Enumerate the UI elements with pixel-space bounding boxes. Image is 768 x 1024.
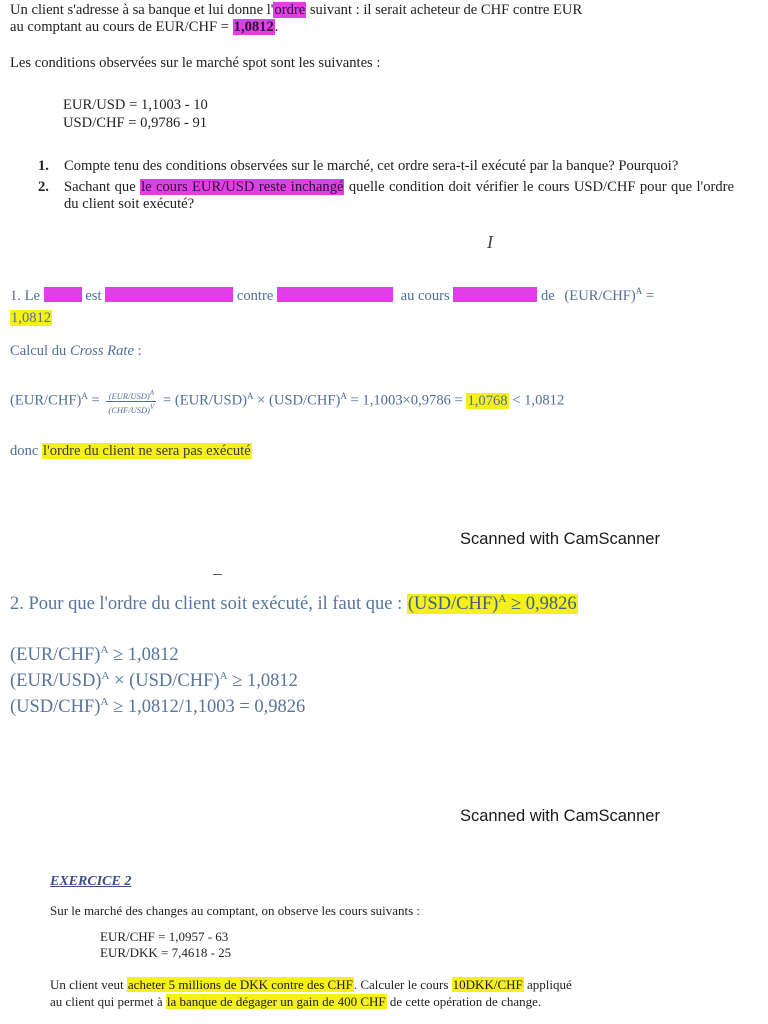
camscanner-watermark: Scanned with CamScanner xyxy=(460,530,660,548)
question-intro xyxy=(10,2,762,36)
exercise-2-title: EXERCICE 2 xyxy=(50,874,132,889)
cross-rate-formula: $(EUR/CHF)^A$ = $\frac{(EUR/USD)^A}{(CHF/USD)^V}$ = $(EUR/USD)^A \times (USD/CHF)^A = 1,1003\times 0,9786 = 1,0768 < 1,0812$ xyxy=(10,389,565,415)
question-list xyxy=(38,158,734,213)
rate-eur-usd: EUR/USD = 1,1003 - 10 xyxy=(63,97,208,113)
highlight-blank xyxy=(453,287,537,302)
conditions-text: Les conditions observées sur le marché spot sont les suivantes : xyxy=(10,55,381,71)
question-item-2: 2. Sachant que le cours EUR/USD reste inchangé quelle condition doit vérifier le cours USD/CHF pour que l'ordre du client soit exécuté? xyxy=(38,179,734,212)
question-number: 2. xyxy=(38,179,49,195)
answer-1-statement: 1. Le est contre au cours de $(EUR/CHF)^A$ = 1,0812 xyxy=(10,286,655,326)
exercise-2-question: Un client veut acheter 5 millions de DKK contre des CHF. Calculer le cours 10DKK/CHF appliqué au client qui permet à la banque de dégager un gain de 400 CHF de cette opération de change. xyxy=(50,977,572,1009)
cross-rate-title: Calcul du Cross Rate : xyxy=(10,343,142,359)
answer-2-statement: 2. Pour que l'ordre du client soit exécuté, il faut que : $(USD/CHF)^A \ge 0,9826$ xyxy=(10,593,577,615)
derivation-line-3: $(USD/CHF)^A \ge 1,0812/1,1003 = 0,9826$ xyxy=(10,696,306,718)
text-cursor-icon: I xyxy=(487,232,493,252)
highlight-gain: la banque de dégager un gain de 400 CHF xyxy=(166,994,386,1009)
exercise-2-intro: Sur le marché des changes au comptant, on observe les cours suivants : xyxy=(50,903,421,918)
derivation-line-1: $(EUR/CHF)^A \ge 1,0812$ xyxy=(10,644,179,666)
highlight-blank xyxy=(277,287,393,302)
camscanner-watermark: Scanned with CamScanner xyxy=(460,807,660,825)
answer-1-conclusion: donc l'ordre du client ne sera pas exécuté xyxy=(10,443,251,459)
exercise-2-rates xyxy=(100,929,231,961)
highlight-conclusion: l'ordre du client ne sera pas exécuté xyxy=(43,443,251,459)
spot-rates xyxy=(63,96,208,132)
highlight-blank xyxy=(105,287,233,302)
rate-eur-dkk: EUR/DKK = 7,4618 - 25 xyxy=(100,945,232,960)
highlight-blank xyxy=(44,287,82,302)
highlight-ordre: ordre xyxy=(274,2,306,18)
fraction: $\frac{(EUR/USD)^A}{(CHF/USD)^V}$ xyxy=(108,389,155,415)
stray-mark xyxy=(213,574,222,575)
answer-2-derivation xyxy=(10,640,305,718)
highlight-buy: acheter 5 millions de DKK contre des CHF xyxy=(127,977,353,992)
question-intro-line-2: au comptant au cours de EUR/CHF = 1,0812. xyxy=(10,19,279,35)
highlight-rate: 1,0812 xyxy=(233,19,274,35)
rate-usd-chf: USD/CHF = 0,9786 - 91 xyxy=(63,115,208,131)
question-number: 1. xyxy=(38,158,49,174)
rate-eur-chf: EUR/CHF = 1,0957 - 63 xyxy=(100,929,229,944)
highlight-value: 1,0812 xyxy=(11,309,52,326)
highlight-cours-inchange: le cours EUR/USD reste inchangé xyxy=(141,179,344,195)
question-item-1: 1. Compte tenu des conditions observées sur le marché, cet ordre sera-t-il exécuté par la banque? Pourquoi? xyxy=(38,158,679,174)
highlight-condition: $(USD/CHF)^A \ge 0,9826$ xyxy=(407,593,577,615)
highlight-pair: 10DKK/CHF xyxy=(452,977,523,992)
highlight-result: 1,0768 xyxy=(467,392,508,409)
derivation-line-2: $(EUR/USD)^A \times (USD/CHF)^A \ge 1,0812$ xyxy=(10,670,298,692)
question-intro-line-1: Un client s'adresse à sa banque et lui donne l'ordre suivant : il serait acheteur de CHF contre EUR xyxy=(10,2,583,18)
